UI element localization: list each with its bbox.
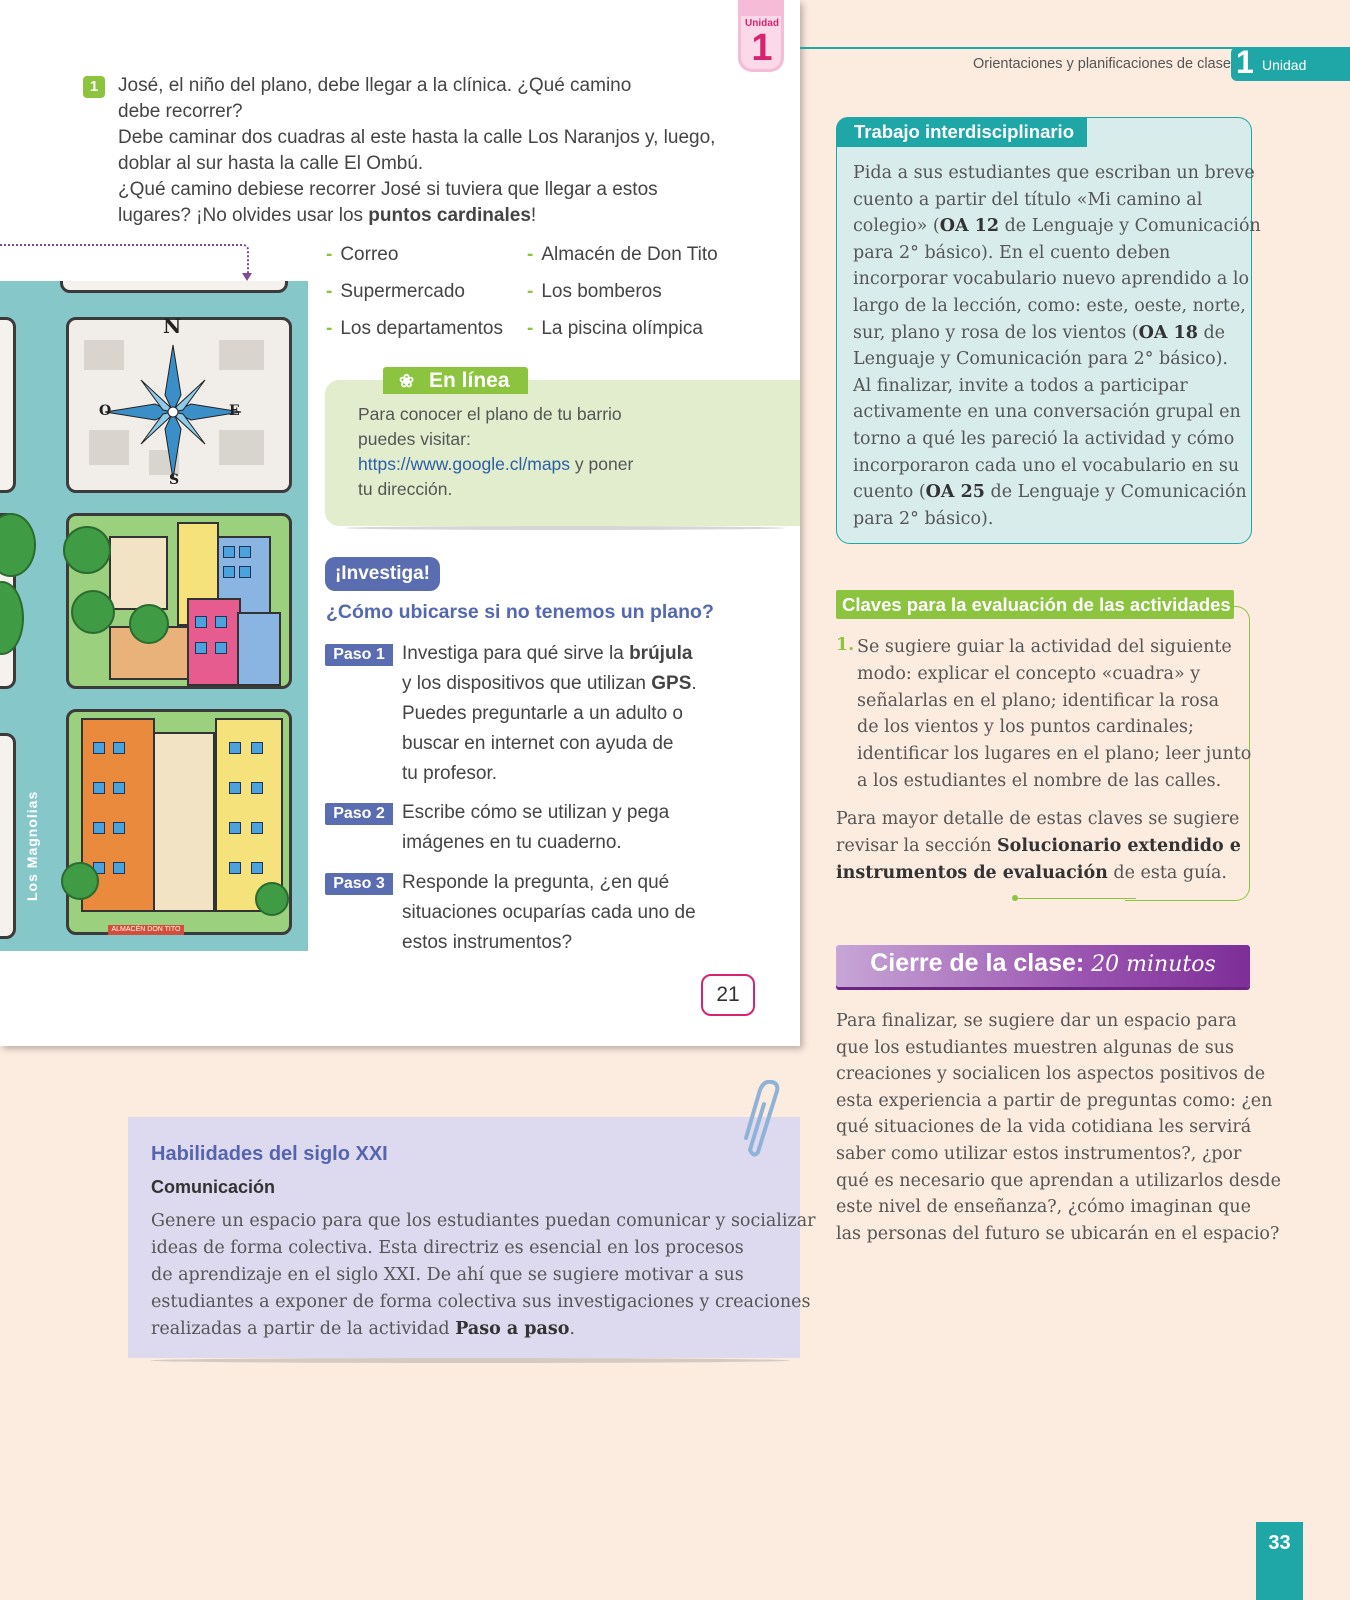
step-3-label: Paso 3 xyxy=(325,873,393,895)
interdisciplinary-text-line: cuento (OA 25 de Lenguaje y Comunicación xyxy=(853,482,1247,503)
skills-text: realizadas a partir de la actividad Paso a paso. xyxy=(151,1319,575,1339)
unit-tab-number: 1 xyxy=(751,27,773,69)
interdisciplinary-text-line: sur, plano y rosa de los vientos (OA 18 de xyxy=(853,322,1226,343)
globe-cursor-icon: ❀ xyxy=(399,371,415,391)
question-line: ¿Qué camino debiese recorrer José si tuviera que llegar a estos xyxy=(118,179,658,200)
question-text: ! xyxy=(530,205,537,226)
claves-item-number: 1. xyxy=(836,635,855,655)
book-page-number: 21 xyxy=(701,974,755,1016)
claves-note: Para mayor detalle de estas claves se sugiere xyxy=(836,809,1240,829)
step-1-text: y los dispositivos que utilizan GPS. xyxy=(402,673,697,694)
closing-text-line: las personas del futuro se ubicarán en el espacio? xyxy=(836,1223,1280,1244)
claves-item-text: a los estudiantes el nombre de las calles. xyxy=(857,771,1222,791)
skills-text: estudiantes a exponer de forma colectiva sus investigaciones y creaciones xyxy=(151,1292,811,1312)
online-tab xyxy=(383,367,528,394)
guide-unit-number: 1 xyxy=(1236,44,1254,80)
question-line: doblar al sur hasta la calle El Ombú. xyxy=(118,153,424,174)
step-2-text: Escribe cómo se utilizan y pega xyxy=(402,802,670,823)
online-text: y poner xyxy=(570,454,634,474)
skills-text: Genere un espacio para que los estudiantes puedan comunicar y socializar xyxy=(151,1211,816,1231)
map-block-north xyxy=(66,314,292,493)
step-1-text: tu profesor. xyxy=(402,763,498,784)
question-bold-term: puntos cardinales xyxy=(368,205,531,226)
interdisciplinary-text-line: colegio» (OA 12 de Lenguaje y Comunicación xyxy=(853,216,1261,237)
closing-text-line: saber como utilizar estos instrumentos?, ¿por xyxy=(836,1144,1242,1164)
interdisciplinary-text-line: torno a qué les pareció la actividad y cómo xyxy=(853,429,1235,449)
arrow-down-icon xyxy=(242,273,252,281)
unit-tab-label: Unidad xyxy=(745,18,779,29)
compass-east-label: E xyxy=(229,403,240,419)
closing-text-line: creaciones y socialicen los aspectos positivos de xyxy=(836,1064,1266,1085)
question-line-last xyxy=(118,203,536,229)
claves-frame-dot xyxy=(1012,895,1018,901)
skills-subtitle: Comunicación xyxy=(151,1177,276,1197)
interdisciplinary-text-line: activamente en una conversación grupal en xyxy=(853,402,1241,423)
compass-south-label: S xyxy=(169,472,180,488)
place-list-item: - Correo xyxy=(326,244,399,265)
step-1-label: Paso 1 xyxy=(325,644,393,666)
closing-text-line: Para finalizar, se sugiere dar un espacio para xyxy=(836,1011,1237,1031)
closing-text-line: que los estudiantes muestren algunas de sus xyxy=(836,1037,1235,1058)
interdisciplinary-text-line: Al finalizar, invite a todos a participar xyxy=(853,375,1188,396)
investiga-question: ¿Cómo ubicarse si no tenemos un plano? xyxy=(326,601,714,623)
guide-page-number: 33 xyxy=(1256,1522,1303,1600)
neighborhood-map-illustration xyxy=(0,281,308,951)
place-list-item: - Almacén de Don Tito xyxy=(527,244,718,265)
step-3-text: Responde la pregunta, ¿en qué xyxy=(402,872,670,893)
maps-link[interactable]: https://www.google.cl/maps xyxy=(358,454,571,474)
online-text: tu dirección. xyxy=(358,479,453,499)
online-text: Para conocer el plano de tu barrio xyxy=(358,404,622,424)
question-number-badge: 1 xyxy=(83,76,105,98)
online-text: puedes visitar: xyxy=(358,429,471,449)
step-1-text: Puedes preguntarle a un adulto o xyxy=(402,703,683,724)
closing-text-line: esta experiencia a partir de preguntas como: ¿en xyxy=(836,1090,1273,1111)
place-list-item: - La piscina olímpica xyxy=(527,318,703,339)
claves-item-text: de los vientos y los puntos cardinales; xyxy=(857,717,1194,737)
box-shadow xyxy=(345,526,785,530)
claves-title: Claves para la evaluación de las actividades xyxy=(836,590,1234,619)
interdisciplinary-text-line: cuento a partir del título «Mi camino al xyxy=(853,189,1203,210)
claves-item-text: modo: explicar el concepto «cuadra» y xyxy=(857,664,1201,684)
paperclip-icon xyxy=(744,1080,790,1160)
question-line: José, el niño del plano, debe llegar a la clínica. ¿Qué camino xyxy=(118,75,632,96)
investiga-badge: ¡Investiga! xyxy=(325,557,440,591)
step-2-label: Paso 2 xyxy=(325,803,393,825)
skills-text: ideas de forma colectiva. Esta directriz es esencial en los procesos xyxy=(151,1238,744,1258)
compass-west-label: O xyxy=(99,403,112,419)
box-shadow xyxy=(150,1358,790,1363)
step-3-text: estos instrumentos? xyxy=(402,932,573,953)
place-list-item: - Los bomberos xyxy=(527,281,662,302)
claves-note: instrumentos de evaluación de esta guía. xyxy=(836,863,1227,883)
step-1-text: buscar en internet con ayuda de xyxy=(402,733,674,754)
dotted-connector-line xyxy=(0,244,249,279)
compass-north-label: N xyxy=(163,314,182,338)
claves-item-text: señalarlas en el plano; identificar la rosa xyxy=(857,691,1220,711)
interdisciplinary-text-line: Pida a sus estudiantes que escriban un breve xyxy=(853,163,1255,183)
store-sign: ALMACÉN DON TITO xyxy=(108,925,184,935)
interdisciplinary-text-line: Lenguaje y Comunicación para 2° básico). xyxy=(853,349,1228,370)
interdisciplinary-text-line: incorporaron cada uno el vocabulario en su xyxy=(853,455,1240,476)
question-line: debe recorrer? xyxy=(118,101,243,122)
closing-title: Cierre de la clase: 20 minutos xyxy=(870,949,1216,977)
step-1-text: Investiga para qué sirve la brújula xyxy=(402,643,693,664)
claves-item-text: identificar los lugares en el plano; leer junto xyxy=(857,744,1252,764)
place-list-item: - Los departamentos xyxy=(326,318,503,339)
map-block-south xyxy=(66,709,292,935)
interdisciplinary-title: Trabajo interdisciplinario xyxy=(836,117,1087,147)
closing-text-line: este nivel de enseñanza?, ¿cómo imaginan que xyxy=(836,1197,1251,1218)
guide-unit-label: Unidad xyxy=(1262,57,1307,73)
question-line: Debe caminar dos cuadras al este hasta la calle Los Naranjos y, luego, xyxy=(118,127,716,148)
street-name-label: Los Magnolias xyxy=(24,790,40,901)
claves-item-text: Se sugiere guiar la actividad del siguiente xyxy=(857,637,1232,657)
skills-text: de aprendizaje en el siglo XXI. De ahí que se sugiere motivar a sus xyxy=(151,1265,744,1285)
step-2-text: imágenes en tu cuaderno. xyxy=(402,832,622,853)
interdisciplinary-text-line: largo de la lección, como: este, oeste, norte, xyxy=(853,296,1246,316)
place-list-item: - Supermercado xyxy=(326,281,465,302)
interdisciplinary-text-line: para 2° básico). xyxy=(853,508,994,529)
online-title: En línea xyxy=(429,369,510,392)
map-block-center xyxy=(66,513,292,689)
online-text-with-link xyxy=(358,452,633,477)
interdisciplinary-text-line: incorporar vocabulario nuevo aprendido a lo xyxy=(853,269,1249,290)
closing-text-line: qué situaciones de la vida cotidiana les servirá xyxy=(836,1117,1252,1138)
step-3-text: situaciones ocuparías cada uno de xyxy=(402,902,696,923)
claves-note: revisar la sección Solucionario extendido e xyxy=(836,836,1241,856)
closing-text-line: qué es necesario que aprendan a utilizarlos desde xyxy=(836,1170,1281,1191)
interdisciplinary-text-line: para 2° básico). En el cuento deben xyxy=(853,242,1171,263)
question-text: lugares? ¡No olvides usar los xyxy=(118,205,369,226)
guide-header-text: Orientaciones y planificaciones de clase xyxy=(973,56,1231,72)
skills-title: Habilidades del siglo XXI xyxy=(151,1143,388,1165)
claves-frame-bottom xyxy=(1016,898,1136,899)
